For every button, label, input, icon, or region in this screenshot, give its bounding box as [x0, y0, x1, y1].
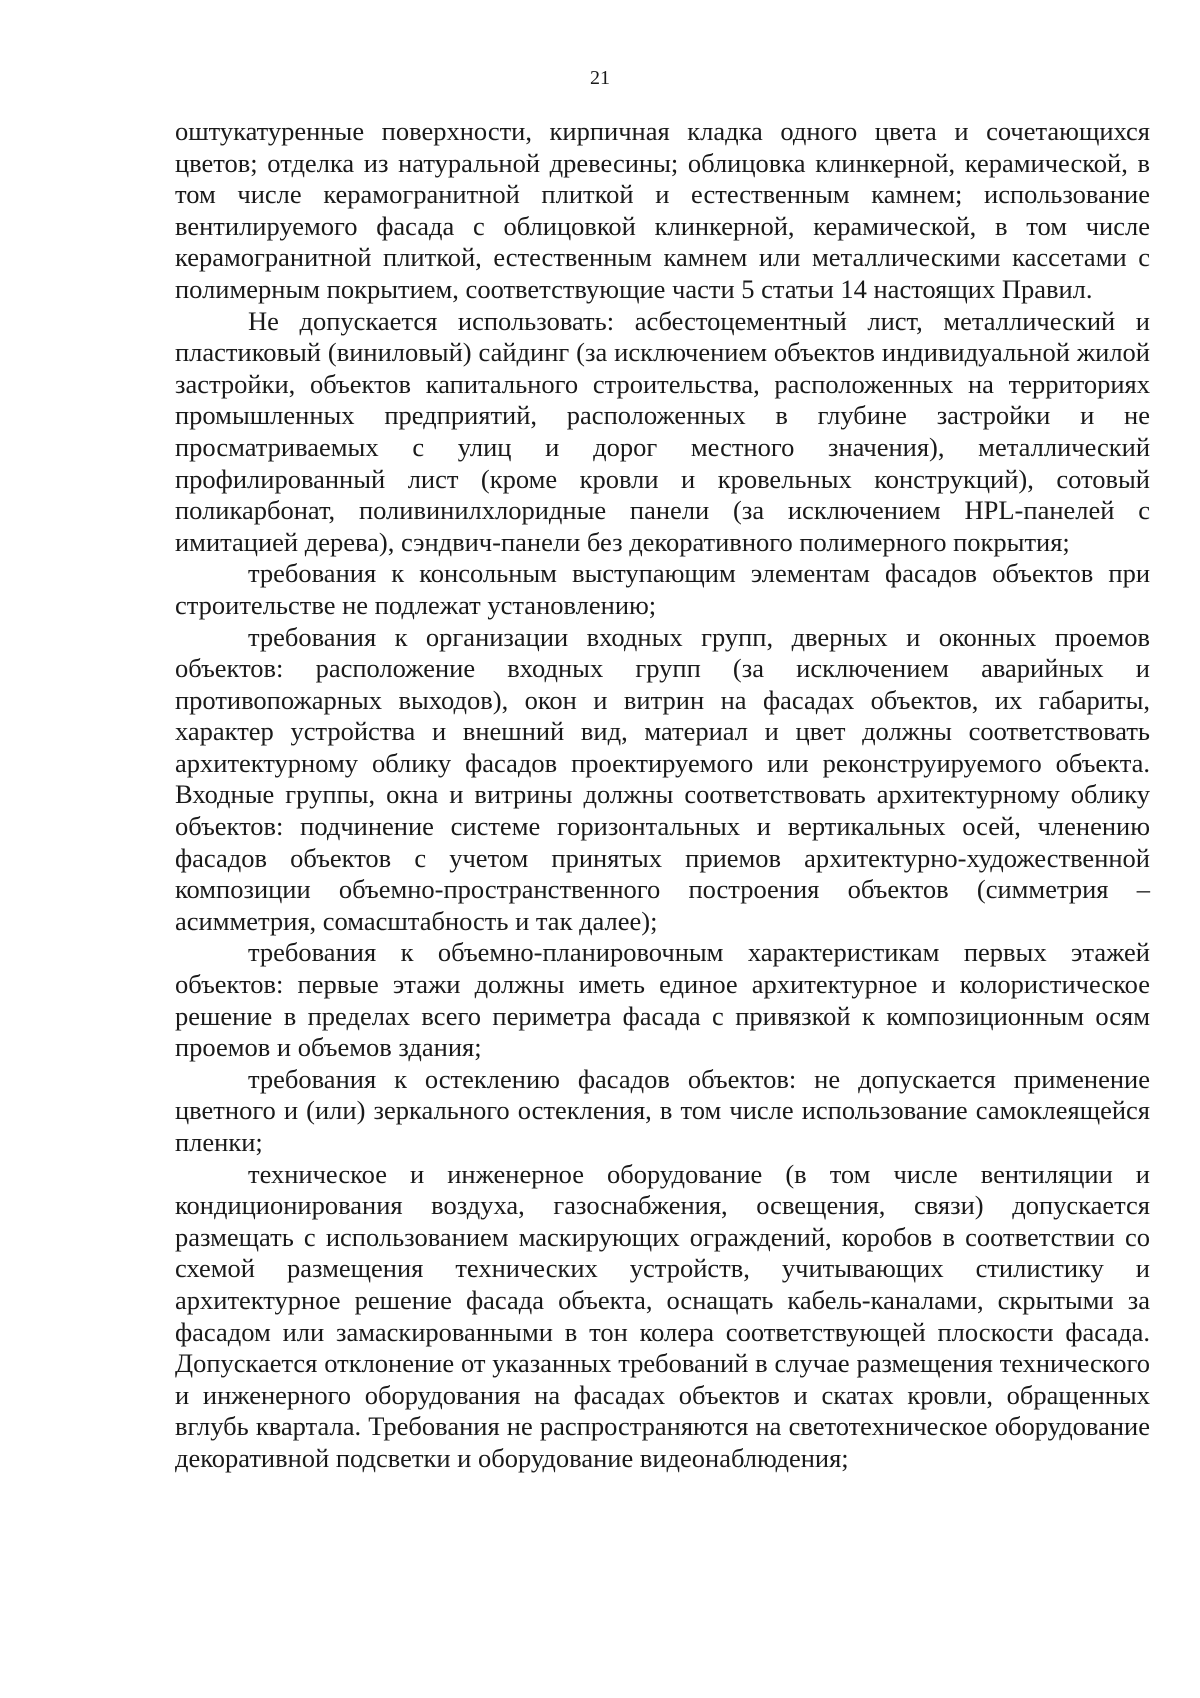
paragraph-technical-equipment: техническое и инженерное оборудование (в том числе вентиляции и кондиционирования воздуха, газоснабжения, освещения, связи) допускается размещать с использованием маскирующих ограждений, коробов в соответствии со схемой размещения технических устройств, учитывающих стилистику и архитектурное решение фасада объекта, оснащать кабель-каналами, скрытыми за фасадом или замаскированными в тон колера соответствующей плоскости фасада. Допускается отклонение от указанных требований в случае размещения технического и инженерного оборудования на фасадах объектов и скатах кровли, обращенных вглубь квартала. Требования не распространяются на светотехническое оборудование декоративной подсветки и оборудование видеонаблюдения;: [175, 1158, 1150, 1473]
page-number: 21: [590, 67, 610, 89]
paragraph-glazing: требования к остеклению фасадов объектов: не допускается применение цветного и (или) зеркального остекления, в том числе использование самоклеящейся пленки;: [175, 1063, 1150, 1157]
paragraph-console-elements: требования к консольным выступающим элементам фасадов объектов при строительстве не подлежат установлению;: [175, 558, 1150, 620]
document-body: [175, 116, 1150, 1475]
paragraph-first-floors: требования к объемно-планировочным характеристикам первых этажей объектов: первые этажи должны иметь единое архитектурное и колористическое решение в пределах всего периметра фасада с привязкой к композиционным осям проемов и объемов здания;: [175, 937, 1150, 1063]
paragraph-facade-materials: оштукатуренные поверхности, кирпичная кладка одного цвета и сочетающихся цветов; отделка из натуральной древесины; облицовка клинкерной, керамической, в том числе керамогранитной плиткой и естественным камнем; использование вентилируемого фасада с облицовкой клинкерной, керамической, в том числе керамогранитной плиткой, естественным камнем или металлическими кассетами с полимерным покрытием, соответствующие части 5 статьи 14 настоящих Правил.: [175, 116, 1150, 304]
paragraph-prohibited-materials: Не допускается использовать: асбестоцементный лист, металлический и пластиковый (виниловый) сайдинг (за исключением объектов индивидуальной жилой застройки, объектов капитального строительства, расположенных на территориях промышленных предприятий, расположенных в глубине застройки и не просматриваемых с улиц и дорог местного значения), металлический профилированный лист (кроме кровли и кровельных конструкций), сотовый поликарбонат, поливинилхлоридные панели (за исключением HPL-панелей с имитацией дерева), сэндвич-панели без декоративного полимерного покрытия;: [175, 305, 1150, 557]
paragraph-entrance-groups: требования к организации входных групп, дверных и оконных проемов объектов: расположение входных групп (за исключением аварийных и противопожарных выходов), окон и витрин на фасадах объектов, их габариты, характер устройства и внешний вид, материал и цвет должны соответствовать архитектурному облику фасадов проектируемого или реконструируемого объекта. Входные группы, окна и витрины должны соответствовать архитектурному облику объектов: подчинение системе горизонтальных и вертикальных осей, членению фасадов объектов с учетом принятых приемов архитектурно-художественной композиции объемно-пространственного построения объектов (симметрия – асимметрия, сомасштабность и так далее);: [175, 621, 1150, 936]
